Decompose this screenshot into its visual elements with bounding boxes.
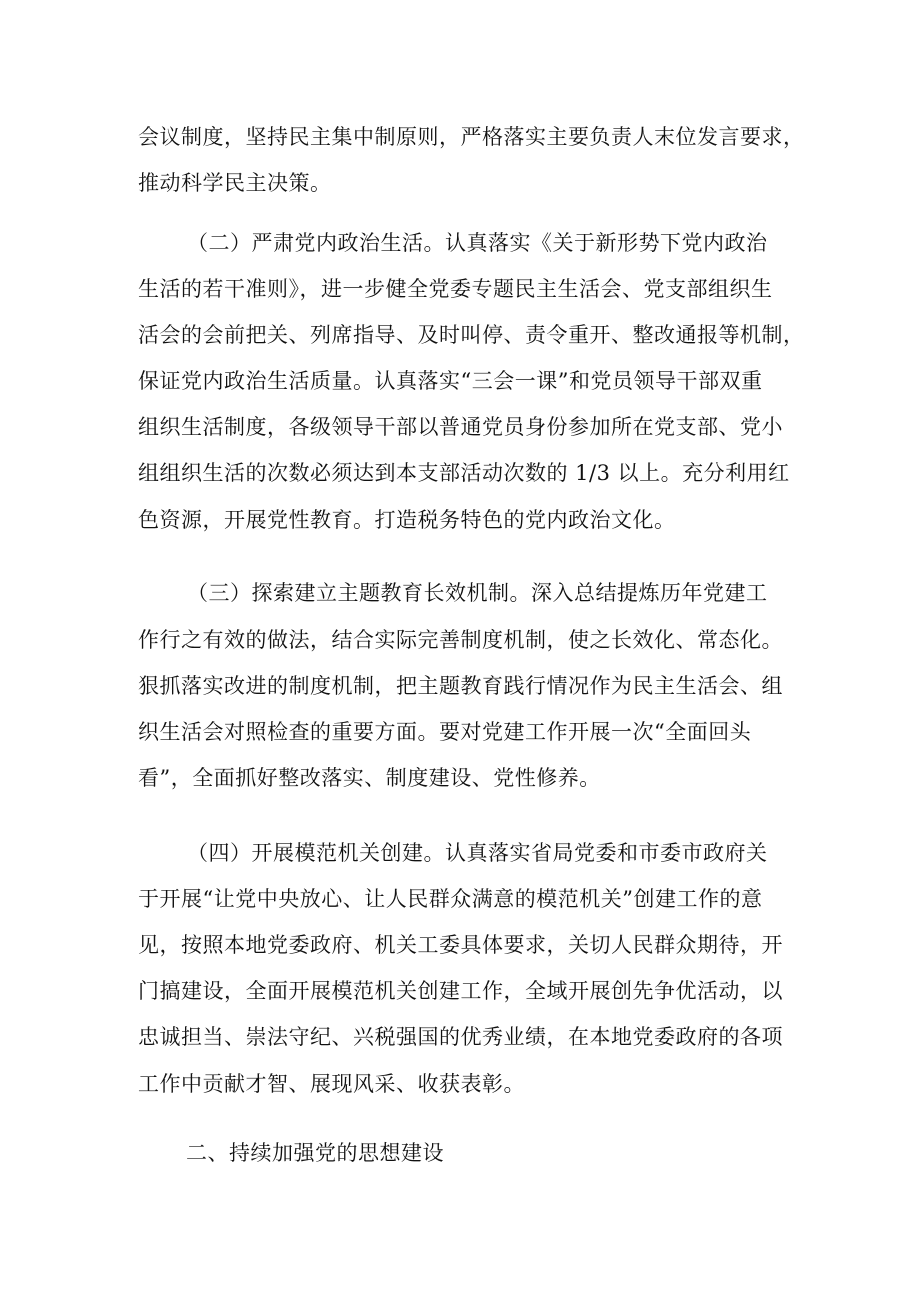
section-heading: 二、持续加强党的思想建设 (186, 1141, 444, 1165)
paragraph-heading-line: （三）探索建立主题教育长效机制。深入总结提炼历年党建工 (187, 581, 768, 605)
text-line: 生活的若干准则》，进一步健全党委专题民主生活会、党支部组织生 (138, 277, 773, 301)
text-line: 忠诚担当、崇法守纪、兴税强国的优秀业绩，在本地党委政府的各项 (138, 1025, 783, 1049)
text-line: 见，按照本地党委政府、机关工委具体要求，关切人民群众期待，开 (138, 933, 783, 957)
text-line: 作行之有效的做法，结合实际完善制度机制，使之长效化、常态化。 (138, 628, 783, 652)
text-line: 会议制度，坚持民主集中制原则，严格落实主要负责人末位发言要求， (138, 125, 805, 149)
text-line: 织生活会对照检查的重要方面。要对党建工作开展一次“全面回头 (138, 720, 752, 744)
text-line: 组织生活制度，各级领导干部以普通党员身份参加所在党支部、党小 (138, 415, 783, 439)
paragraph-heading-line: （二）严肃党内政治生活。认真落实《关于新形势下党内政治 (187, 231, 768, 255)
text-line: 保证党内政治生活质量。认真落实“三会一课”和党员领导干部双重 (138, 369, 763, 393)
text-line: 组组织生活的次数必须达到本支部活动次数的 1/3 以上。充分利用红 (138, 461, 790, 485)
paragraph-heading-line: （四）开展模范机关创建。认真落实省局党委和市委市政府关 (187, 841, 768, 865)
text-line: 狠抓落实改进的制度机制，把主题教育践行情况作为民主生活会、组 (138, 674, 783, 698)
text-line: 色资源，开展党性教育。打造税务特色的党内政治文化。 (138, 508, 676, 532)
text-line: 看”，全面抓好整改落实、制度建设、党性修养。 (138, 766, 601, 790)
text-line: 于开展“让党中央放心、让人民群众满意的模范机关”创建工作的意 (138, 887, 763, 911)
text-line: 工作中贡献才智、展现风采、收获表彰。 (138, 1072, 525, 1096)
text-line: 活会的会前把关、列席指导、及时叫停、责令重开、整改通报等机制， (138, 323, 805, 347)
text-line: 门搞建设，全面开展模范机关创建工作，全域开展创先争优活动，以 (138, 979, 783, 1003)
text-line: 推动科学民主决策。 (138, 171, 332, 195)
